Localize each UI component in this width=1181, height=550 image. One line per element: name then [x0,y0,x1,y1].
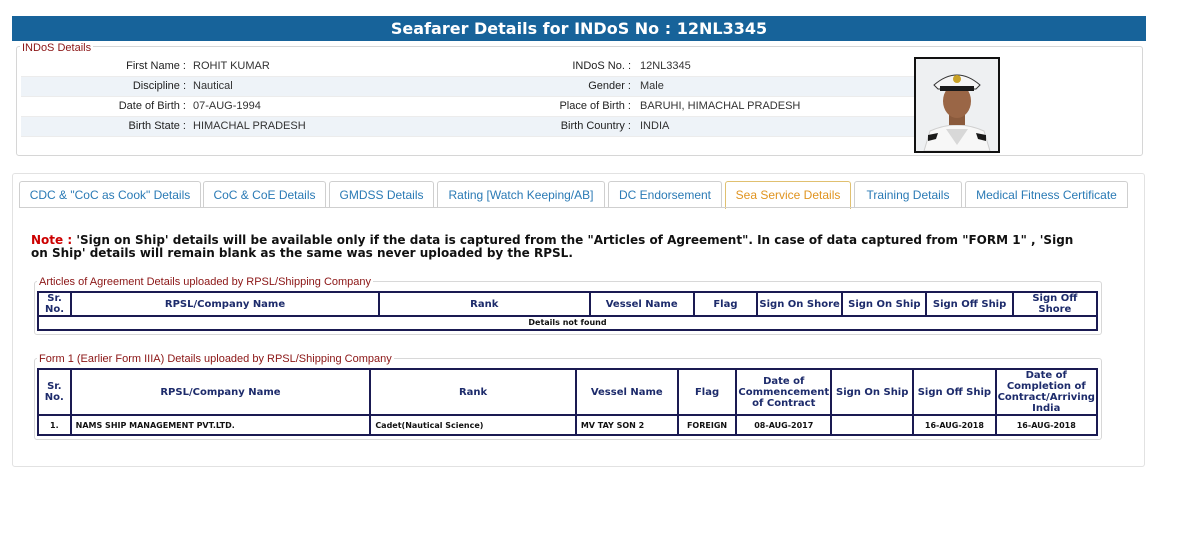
col-vessel-name: Vessel Name [576,369,678,415]
details-not-found: Details not found [38,316,1097,330]
detail-row [21,77,927,97]
tab-coc-coe[interactable]: CoC & CoE Details [203,181,326,208]
col-sign-on-ship: Sign On Ship [831,369,913,415]
dob-value: 07-AUG-1994 [193,100,261,112]
first-name-label: First Name : [126,60,186,72]
cell-sr-no: 1. [38,415,71,435]
form1-table [37,368,1098,436]
person-portrait-icon [916,59,998,151]
cell-company-name: NAMS SHIP MANAGEMENT PVT.LTD. [71,415,371,435]
col-rank: Rank [379,292,590,316]
place-of-birth-value: BARUHI, HIMACHAL PRADESH [640,100,801,112]
cell-vessel-name: MV TAY SON 2 [576,415,678,435]
indos-no-value: 12NL3345 [640,60,691,72]
seafarer-photo [914,57,1000,153]
birth-state-value: HIMACHAL PRADESH [193,120,306,132]
articles-legend: Articles of Agreement Details uploaded by RPSL/Shipping Company [39,276,372,288]
col-sign-off-ship: Sign Off Ship [926,292,1012,316]
table-header-row [38,292,1097,316]
birth-state-label: Birth State : [128,120,186,132]
articles-table [37,291,1098,331]
cell-completion-date: 16-AUG-2018 [996,415,1097,435]
col-sign-on-shore: Sign On Shore [757,292,842,316]
gender-value: Male [640,80,664,92]
detail-row [21,97,927,117]
tab-dc-endorsement[interactable]: DC Endorsement [608,181,722,208]
discipline-value: Nautical [193,80,233,92]
table-row [38,415,1097,435]
tab-gmdss[interactable]: GMDSS Details [329,181,434,208]
tab-rating-watch-keeping[interactable]: Rating [Watch Keeping/AB] [437,181,605,208]
cell-sign-on-ship [831,415,913,435]
col-completion-date: Date of Completion of Contract/Arriving India [996,369,1097,415]
discipline-label: Discipline : [132,80,186,92]
col-sign-off-ship: Sign Off Ship [913,369,995,415]
note-text: 'Sign on Ship' details will be available only if the data is captured from the "Articles of Agreement". In case of data captured from "FORM 1" , 'Sign on Ship' details will remain blank as the same was never uploaded by the RPSL. [31,233,1074,260]
gender-label: Gender : [588,80,631,92]
col-company-name: RPSL/Company Name [71,292,379,316]
col-company-name: RPSL/Company Name [71,369,371,415]
cell-rank: Cadet(Nautical Science) [370,415,576,435]
table-row [38,316,1097,330]
note-label: Note : [31,233,73,247]
cell-sign-off-ship: 16-AUG-2018 [913,415,995,435]
detail-row [21,117,927,137]
indos-details-legend: INDoS Details [22,42,92,54]
cell-flag: FOREIGN [678,415,737,435]
tab-medical-fitness[interactable]: Medical Fitness Certificate [965,181,1128,208]
form1-legend: Form 1 (Earlier Form IIIA) Details uploaded by RPSL/Shipping Company [39,353,392,365]
detail-row [21,57,927,77]
birth-country-value: INDIA [640,120,670,132]
page-title: Seafarer Details for INDoS No : 12NL3345 [12,16,1146,41]
col-sign-on-ship: Sign On Ship [842,292,926,316]
col-sr-no: Sr. No. [38,369,71,415]
table-header-row [38,369,1097,415]
first-name-value: ROHIT KUMAR [193,60,270,72]
tab-cdc-coc-cook[interactable]: CDC & "CoC as Cook" Details [19,181,201,208]
col-rank: Rank [370,369,576,415]
col-commencement-date: Date of Commencement of Contract [736,369,831,415]
dob-label: Date of Birth : [118,100,186,112]
sea-service-note [31,234,1091,260]
tab-divider [19,207,1127,208]
cell-commencement-date: 08-AUG-2017 [736,415,831,435]
col-flag: Flag [678,369,737,415]
col-sr-no: Sr. No. [38,292,71,316]
tab-training[interactable]: Training Details [854,181,962,208]
tab-sea-service[interactable]: Sea Service Details [725,181,851,209]
col-sign-off-shore: Sign Off Shore [1013,292,1097,316]
place-of-birth-label: Place of Birth : [559,100,631,112]
indos-details-panel [16,46,1143,156]
col-vessel-name: Vessel Name [590,292,694,316]
birth-country-label: Birth Country : [560,120,631,132]
col-flag: Flag [694,292,757,316]
indos-no-label: INDoS No. : [572,60,631,72]
